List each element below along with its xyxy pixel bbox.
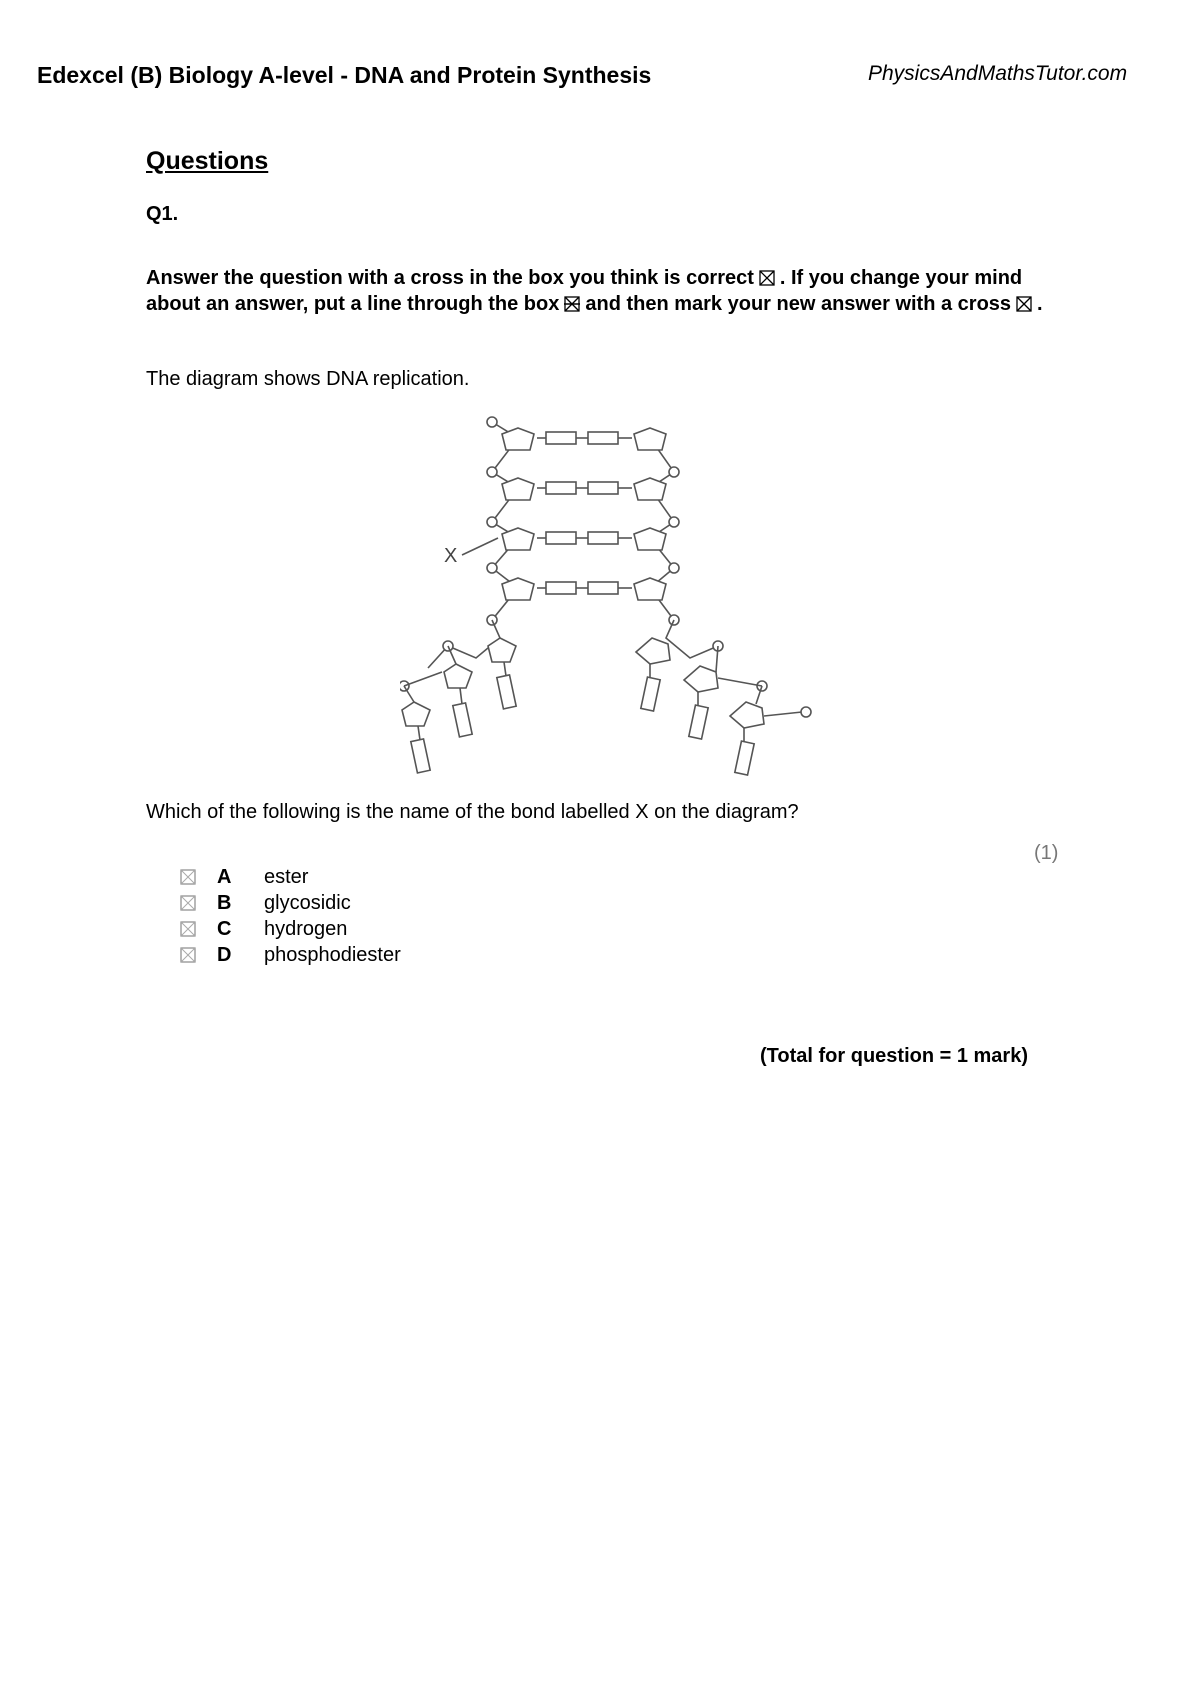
option-text: glycosidic xyxy=(264,892,351,914)
base-pair-rung xyxy=(537,582,632,594)
site-name: PhysicsAndMathsTutor.com xyxy=(868,62,1128,85)
total-marks: (Total for question = 1 mark) xyxy=(760,1045,1028,1067)
section-title: Questions xyxy=(146,147,269,175)
instructions-part-2: . If you change your mind about an answer, put a line through the box xyxy=(146,267,1023,315)
crossed-box-icon xyxy=(759,270,775,286)
answer-checkbox[interactable] xyxy=(180,921,196,937)
base-rectangle xyxy=(411,739,430,773)
option-letter: C xyxy=(217,918,232,940)
base-pair-rung xyxy=(537,482,632,494)
sugar-pentagon xyxy=(634,428,666,450)
struck-crossed-box-icon xyxy=(564,296,580,312)
answer-instructions xyxy=(146,265,1046,317)
base-rectangle xyxy=(453,703,472,737)
answer-checkbox[interactable] xyxy=(180,947,196,963)
answer-checkbox[interactable] xyxy=(180,869,196,885)
instructions-part-3: and then mark your new answer with a cross xyxy=(585,293,1012,315)
instructions-part-4: . xyxy=(1037,293,1043,315)
base-rectangle xyxy=(735,741,754,775)
question-number: Q1. xyxy=(146,203,179,225)
sugar-pentagon xyxy=(730,702,764,728)
option-letter: D xyxy=(217,944,232,966)
phosphate-circle xyxy=(487,467,497,477)
diagram-intro: The diagram shows DNA replication. xyxy=(146,368,470,390)
dna-replication-diagram xyxy=(400,410,820,785)
phosphate-circle xyxy=(487,417,497,427)
answer-checkbox[interactable] xyxy=(180,895,196,911)
sugar-pentagon xyxy=(684,666,718,692)
option-text: phosphodiester xyxy=(264,944,401,966)
phosphate-circle xyxy=(801,707,811,717)
sugar-pentagon xyxy=(402,702,430,726)
base-rectangle xyxy=(689,705,708,739)
phosphate-circle xyxy=(669,517,679,527)
option-text: hydrogen xyxy=(264,918,348,940)
sugar-pentagon xyxy=(488,638,516,662)
label-x-pointer xyxy=(462,538,498,555)
base-pair-rung xyxy=(537,532,632,544)
crossed-box-icon xyxy=(1016,296,1032,312)
phosphate-circle xyxy=(669,563,679,573)
sugar-pentagon xyxy=(444,664,472,688)
phosphate-circle xyxy=(487,517,497,527)
base-rectangle xyxy=(641,677,660,711)
document-header-title: Edexcel (B) Biology A-level - DNA and Protein Synthesis xyxy=(37,62,652,88)
base-pair-rung xyxy=(537,432,632,444)
phosphate-circle xyxy=(487,563,497,573)
sugar-pentagon xyxy=(634,578,666,600)
question-prompt: Which of the following is the name of the bond labelled X on the diagram? xyxy=(146,801,799,823)
option-text: ester xyxy=(264,866,309,888)
label-x: X xyxy=(444,545,458,567)
base-rectangle xyxy=(497,675,516,709)
phosphate-circle xyxy=(669,467,679,477)
sugar-pentagon xyxy=(502,578,534,600)
sugar-pentagon xyxy=(636,638,670,664)
option-letter: B xyxy=(217,892,232,914)
marks-available: (1) xyxy=(1034,842,1059,864)
option-letter: A xyxy=(217,866,232,888)
instructions-part-1: Answer the question with a cross in the box you think is correct xyxy=(146,267,754,289)
